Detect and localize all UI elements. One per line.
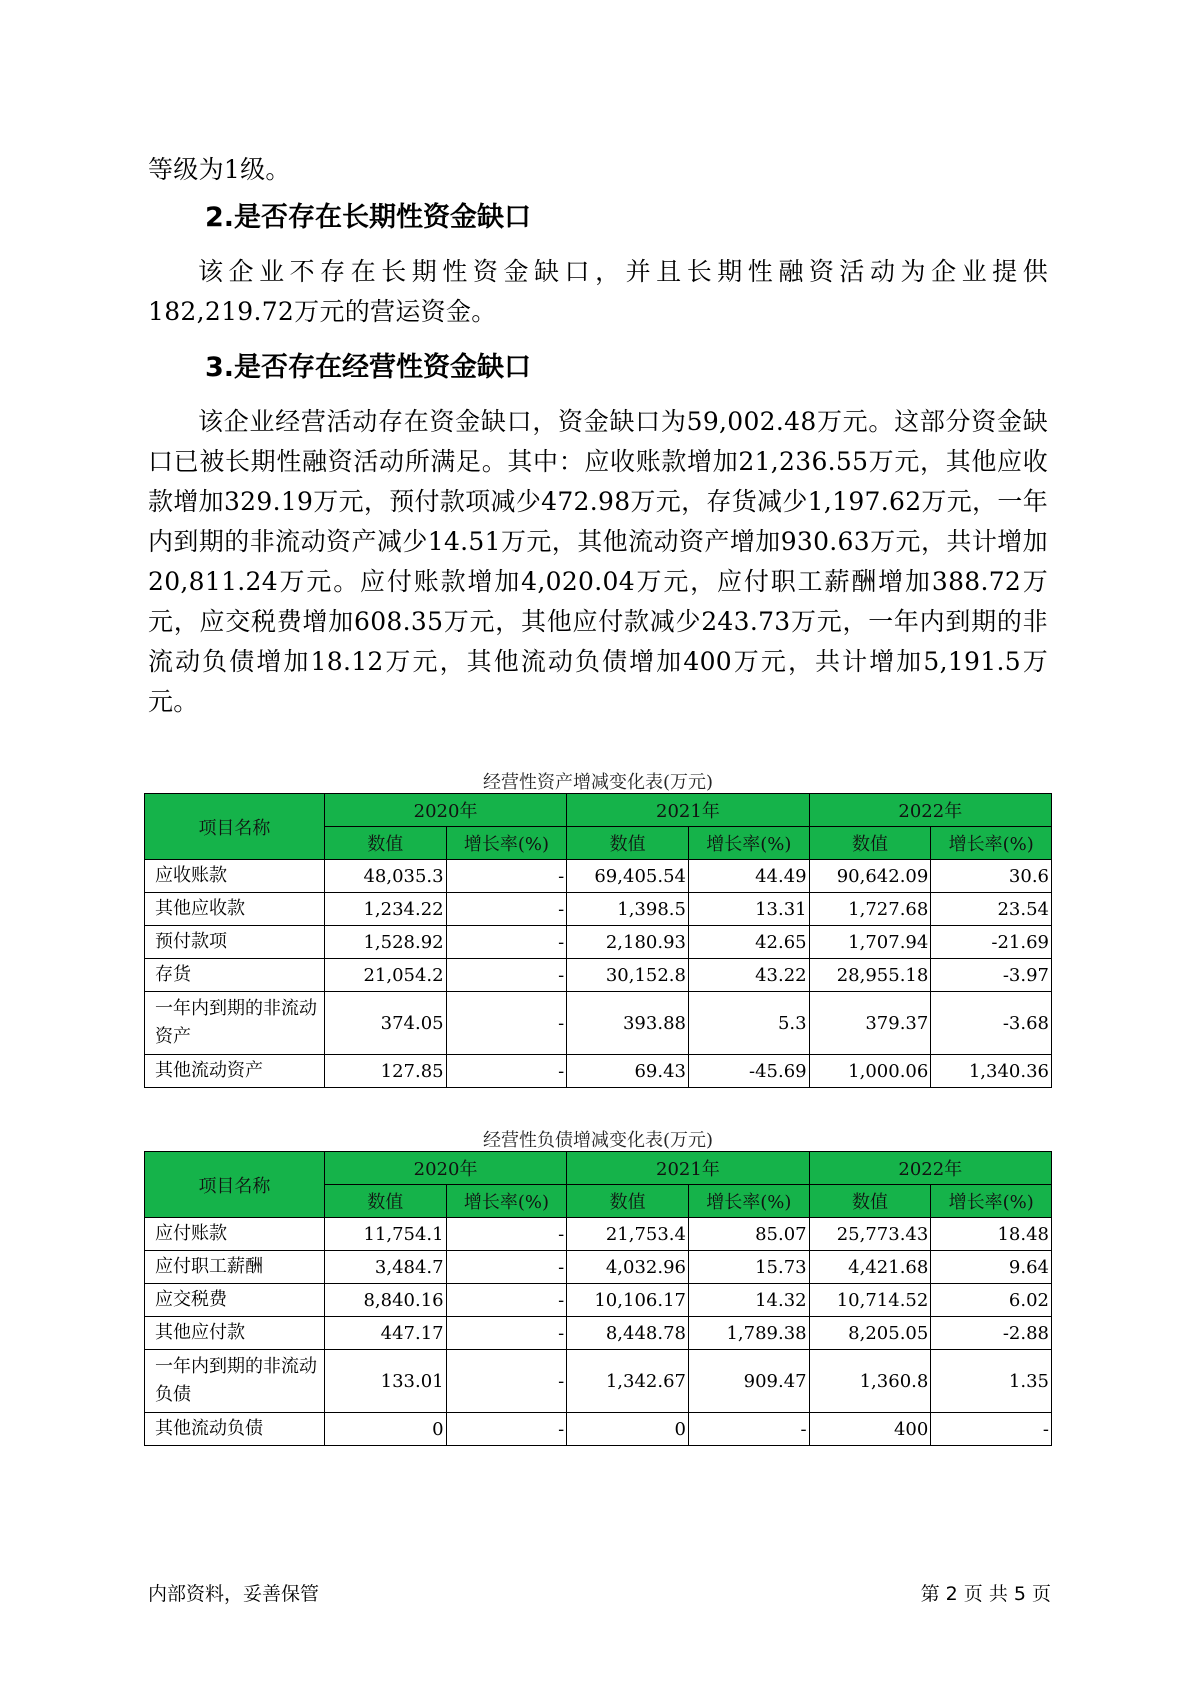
table-cell: 69.43	[567, 1055, 689, 1088]
table-cell: 90,642.09	[809, 860, 931, 893]
header-value: 数值	[567, 827, 689, 860]
header-item-name: 项目名称	[145, 1152, 325, 1218]
table-cell: 8,840.16	[324, 1284, 446, 1317]
header-year-2021: 2021年	[567, 1152, 809, 1185]
row-label: 应付职工薪酬	[145, 1251, 325, 1284]
table-cell: 43.22	[688, 959, 809, 992]
table-cell: -	[446, 1055, 567, 1088]
section2-heading: 2.是否存在长期性资金缺口	[205, 202, 532, 233]
table-cell: 1,707.94	[809, 926, 931, 959]
table-cell: 5.3	[688, 992, 809, 1055]
header-year-2021: 2021年	[567, 794, 809, 827]
row-label: 一年内到期的非流动负债	[145, 1350, 325, 1413]
header-year-2020: 2020年	[324, 794, 566, 827]
header-growth: 增长率(%)	[688, 1185, 809, 1218]
table-cell: 1,340.36	[931, 1055, 1052, 1088]
table-row	[145, 1413, 1052, 1446]
table-cell: 15.73	[688, 1251, 809, 1284]
table-cell: 909.47	[688, 1350, 809, 1413]
table-cell: 28,955.18	[809, 959, 931, 992]
table-row	[145, 1218, 1052, 1251]
header-value: 数值	[809, 1185, 931, 1218]
table-cell: 1,398.5	[567, 893, 689, 926]
row-label: 存货	[145, 959, 325, 992]
table-cell: 0	[324, 1413, 446, 1446]
table-cell: 1,342.67	[567, 1350, 689, 1413]
table-cell: 4,421.68	[809, 1251, 931, 1284]
header-item-name: 项目名称	[145, 794, 325, 860]
row-label: 一年内到期的非流动资产	[145, 992, 325, 1055]
table-cell: 127.85	[324, 1055, 446, 1088]
header-year-2020: 2020年	[324, 1152, 566, 1185]
table-cell: 10,106.17	[567, 1284, 689, 1317]
header-growth: 增长率(%)	[446, 827, 567, 860]
table-row	[145, 893, 1052, 926]
assets-table	[144, 793, 1052, 1088]
table-cell: 1,000.06	[809, 1055, 931, 1088]
intro-tail: 等级为1级。	[148, 155, 291, 184]
table-row	[145, 1317, 1052, 1350]
table-cell: -	[446, 992, 567, 1055]
table-cell: 44.49	[688, 860, 809, 893]
row-label: 其他流动负债	[145, 1413, 325, 1446]
table-cell: -2.88	[931, 1317, 1052, 1350]
section3-heading: 3.是否存在经营性资金缺口	[205, 352, 532, 383]
table-cell: 13.31	[688, 893, 809, 926]
table-cell: -	[688, 1413, 809, 1446]
table-cell: 393.88	[567, 992, 689, 1055]
table-cell: 1.35	[931, 1350, 1052, 1413]
header-value: 数值	[324, 827, 446, 860]
header-value: 数值	[324, 1185, 446, 1218]
row-label: 其他应收款	[145, 893, 325, 926]
table-row	[145, 992, 1052, 1055]
table-cell: 400	[809, 1413, 931, 1446]
row-label: 应交税费	[145, 1284, 325, 1317]
table-cell: 8,448.78	[567, 1317, 689, 1350]
table-cell: 379.37	[809, 992, 931, 1055]
footer-confidential-note: 内部资料，妥善保管	[148, 1583, 320, 1605]
table-cell: -21.69	[931, 926, 1052, 959]
assets-table-caption: 经营性资产增减变化表(万元)	[482, 772, 714, 793]
table-cell: 30.6	[931, 860, 1052, 893]
row-label: 预付款项	[145, 926, 325, 959]
header-growth: 增长率(%)	[931, 1185, 1052, 1218]
table-row	[145, 959, 1052, 992]
section3-body: 该企业经营活动存在资金缺口，资金缺口为59,002.48万元。这部分资金缺口已被长期性融资活动所满足。其中：应收账款增加21,236.55万元，其他应收款增加329.19万元，预付款项减少472.98万元，存货减少1,197.62万元，一年内到期的非流动资产减少14.51万元，其他流动资产增加930.63万元，共计增加20,811.24万元。应付账款增加4,020.04万元，应付职工薪酬增加388.72万元，应交税费增加608.35万元，其他应付款减少243.73万元，一年内到期的非流动负债增加18.12万元，其他流动负债增加400万元，共计增加5,191.5万元。	[148, 407, 1048, 716]
table-cell: 133.01	[324, 1350, 446, 1413]
table-cell: 9.64	[931, 1251, 1052, 1284]
table-cell: 11,754.1	[324, 1218, 446, 1251]
table-cell: 0	[567, 1413, 689, 1446]
row-label: 应付账款	[145, 1218, 325, 1251]
table-cell: -	[446, 1413, 567, 1446]
table-cell: 374.05	[324, 992, 446, 1055]
table-cell: -	[446, 1350, 567, 1413]
table-cell: 10,714.52	[809, 1284, 931, 1317]
header-value: 数值	[567, 1185, 689, 1218]
table-row	[145, 1055, 1052, 1088]
table-cell: 1,234.22	[324, 893, 446, 926]
table-cell: 6.02	[931, 1284, 1052, 1317]
table-cell: 1,727.68	[809, 893, 931, 926]
table-cell: -	[446, 926, 567, 959]
table-cell: 21,054.2	[324, 959, 446, 992]
header-growth: 增长率(%)	[446, 1185, 567, 1218]
table-row	[145, 1251, 1052, 1284]
table-cell: 85.07	[688, 1218, 809, 1251]
row-label: 应收账款	[145, 860, 325, 893]
table-cell: -45.69	[688, 1055, 809, 1088]
table-cell: 18.48	[931, 1218, 1052, 1251]
header-year-2022: 2022年	[809, 794, 1051, 827]
table-cell: 69,405.54	[567, 860, 689, 893]
table-cell: -	[446, 1317, 567, 1350]
table-cell: -3.68	[931, 992, 1052, 1055]
header-year-2022: 2022年	[809, 1152, 1051, 1185]
table-cell: 4,032.96	[567, 1251, 689, 1284]
footer-page-number: 第 2 页 共 5 页	[920, 1583, 1051, 1605]
table-cell: -	[446, 893, 567, 926]
table-cell: -	[446, 1284, 567, 1317]
table-cell: -	[446, 1218, 567, 1251]
table-cell: 14.32	[688, 1284, 809, 1317]
table-cell: 1,528.92	[324, 926, 446, 959]
row-label: 其他应付款	[145, 1317, 325, 1350]
table-row	[145, 1284, 1052, 1317]
row-label: 其他流动资产	[145, 1055, 325, 1088]
table-cell: 8,205.05	[809, 1317, 931, 1350]
table-row	[145, 1350, 1052, 1413]
table-cell: -	[446, 959, 567, 992]
table-row	[145, 926, 1052, 959]
header-value: 数值	[809, 827, 931, 860]
table-cell: -	[931, 1413, 1052, 1446]
table-cell: 1,360.8	[809, 1350, 931, 1413]
table-cell: -3.97	[931, 959, 1052, 992]
table-row	[145, 860, 1052, 893]
table-cell: -	[446, 860, 567, 893]
table-cell: 2,180.93	[567, 926, 689, 959]
table-cell: 25,773.43	[809, 1218, 931, 1251]
table-cell: 1,789.38	[688, 1317, 809, 1350]
table-cell: 42.65	[688, 926, 809, 959]
table-cell: 30,152.8	[567, 959, 689, 992]
liabilities-table	[144, 1151, 1052, 1446]
header-growth: 增长率(%)	[688, 827, 809, 860]
table-cell: 21,753.4	[567, 1218, 689, 1251]
header-growth: 增长率(%)	[931, 827, 1052, 860]
table-cell: -	[446, 1251, 567, 1284]
table-cell: 3,484.7	[324, 1251, 446, 1284]
section2-body: 该企业不存在长期性资金缺口，并且长期性融资活动为企业提供182,219.72万元的营运资金。	[148, 257, 1048, 326]
liabilities-table-caption: 经营性负债增减变化表(万元)	[482, 1130, 714, 1151]
table-cell: 23.54	[931, 893, 1052, 926]
table-cell: 48,035.3	[324, 860, 446, 893]
table-cell: 447.17	[324, 1317, 446, 1350]
